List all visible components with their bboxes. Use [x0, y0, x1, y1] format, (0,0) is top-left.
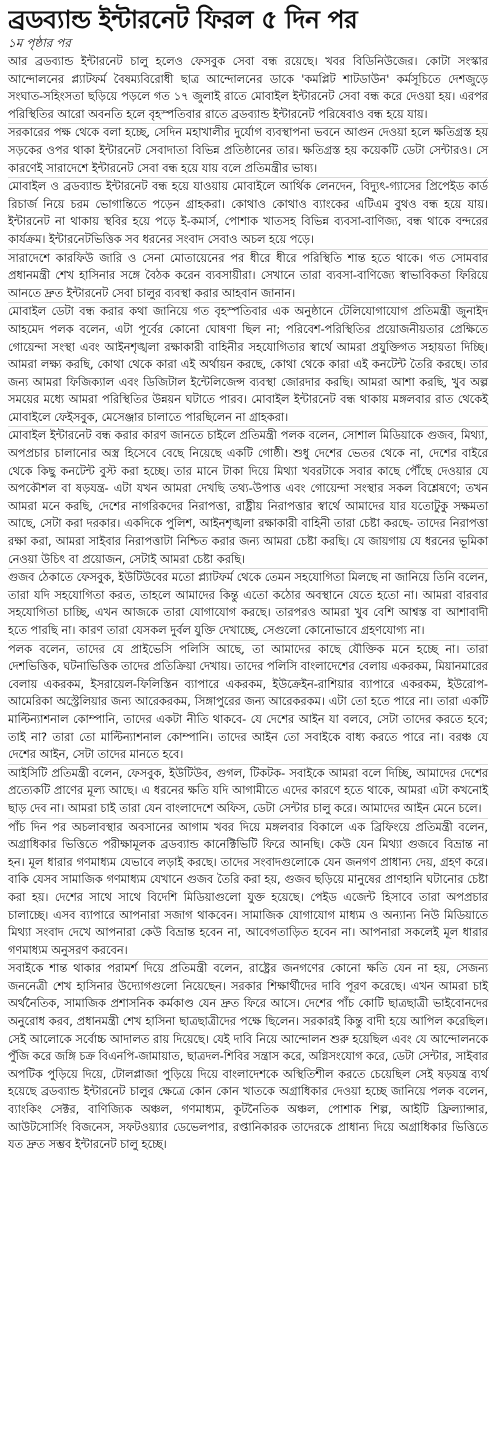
- article-paragraph: সবাইকে শান্ত থাকার পরামর্শ দিয়ে প্রতিমন্ত্রী বলেন, রাষ্ট্রের জনগণের কোনো ক্ষতি যেন না হয়, সেজন্য জননেত্রী শেখ হাসিনার উদ্যোগগুলো নিয়েছেন। সরকার শিক্ষার্থীদের দাবি পূরণ করেছে। এখন আমরা চাই অর্থনৈতিক, সামাজিক প্রশাসনিক কর্মকাণ্ড যেন দ্রুত ফিরে আসে। দেশের পাঁচ কোটি ছাত্রছাত্রী ভাইবোনদের অনুরোধ করব, প্রধানমন্ত্রী শেখ হাসিনা ছাত্রছাত্রীদের পক্ষে ছিলেন। সরকারই কিন্তু বাদী হয়ে আপিল করেছিল। সেই আলোকে সর্বোচ্চ আদালত রায় দিয়েছে। যেই দাবি নিয়ে আন্দোলন শুরু হয়েছিল এবং যে আন্দোলনকে পুঁজি করে জঙ্গি চক্র বিএনপি-জামায়াত, ছাত্রদল-শিবির সন্ত্রাস করে, অগ্নিসংযোগ করে, ডেটা সেন্টার, সাইবার অপটিক পুড়িয়ে দিয়ে, টোলপ্লাজা পুড়িয়ে দিয়ে বাংলাদেশকে অস্থিতিশীল করতে চেয়েছিল সেই ষড়যন্ত্র ব্যর্থ হয়েছে ব্রডব্যান্ড ইন্টারনেট চালুর ক্ষেত্রে কোন কোন খাতকে অগ্রাধিকার দেওয়া হচ্ছে জানিয়ে পলক বলেন, ব্যাংকিং সেক্টর, বাণিজ্যিক অঞ্চল, গণমাধ্যম, কূটনৈতিক অঞ্চল, পোশাক শিল্প, আইটি ফ্রিল্যান্সার, আউটসোর্সিং বিজনেস, সফটওয়্যার ডেভেলপার, রপ্তানিকারক তাদেরকে প্রাধান্য দিয়ে অগ্রাধিকার ভিত্তিতে যত দ্রুত সম্ভব ইন্টারনেট চালু হচ্ছে।: [8, 962, 488, 1152]
- article-paragraph: আইসিটি প্রতিমন্ত্রী বলেন, ফেসবুক, ইউটিউব, গুগল, টিকটক- সবাইকে আমরা বলে দিচ্ছি, আমাদের দেশের প্রত্যেকটি প্রাণের মূল্য আছে। এ ধরনের ক্ষতি যদি আগামীতে এদের কারণে হতে থাকে, আমরা এটা কখনোই ছাড় দেব না। আমরা চাই তারা যেন বাংলাদেশে অফিস, ডেটা সেন্টার চালু করে। আমাদের আইন মেনে চলে।: [8, 765, 488, 819]
- article-body: [8, 53, 488, 1154]
- article-paragraph: মোবাইল ডেটা বন্ধ করার কথা জানিয়ে গত বৃহস্পতিবার এক অনুষ্ঠানে টেলিযোগাযোগ প্রতিমন্ত্রী জুনাইদ আহমেদ পলক বলেন, এটা পূর্বের কোনো ঘোষণা ছিল না; পরিবেশ-পরিস্থিতির প্রয়োজনীয়তার প্রেক্ষিতে গোয়েন্দা সংস্থা এবং আইনশৃঙ্খলা রক্ষাকারী বাহিনীর সহযোগিতার স্বার্থে আমরা প্রযুক্তিগত সহায়তা দিচ্ছি। আমরা লক্ষ্য করছি, কোথা থেকে কারা এই অর্থায়ন করছে, কোথা থেকে কারা এই কনটেন্ট তৈরি করছে। তার জন্য আমরা ফিজিক্যাল এবং ডিজিটাল ইন্টেলিজেন্স ব্যবস্থা জোরদার করছি। আমরা আশা করছি, খুব অল্প সময়ের মধ্যে আমরা পরিস্থিতির উন্নয়ন ঘটাতে পারব। মোবাইল ইন্টারনেট বন্ধ থাকায় মঙ্গলবার রাত থেকেই মোবাইলে ফেইসবুক, মেসেঞ্জার চালাতে পারছিলেন না গ্রাহকরা।: [8, 303, 488, 427]
- continued-from-page-label: ১ম পৃষ্ঠার পর: [8, 36, 71, 50]
- article-paragraph: সারাদেশে কারফিউ জারি ও সেনা মোতায়েনের পর ধীরে ধীরে পরিস্থিতি শান্ত হতে থাকে। গত সোমবার প্রধানমন্ত্রী শেখ হাসিনার সঙ্গে বৈঠক করেন ব্যবসায়ীরা। সেখানে তারা ব্যবসা-বাণিজ্যে স্বাভাবিকতা ফিরিয়ে আনতে দ্রুত ইন্টারনেট সেবা চালুর ব্যবস্থা করার আহবান জানান।: [8, 250, 488, 304]
- article-paragraph: পাঁচ দিন পর অচলাবস্থার অবসানের আগাম খবর দিয়ে মঙ্গলবার বিকালে এক ব্রিফিংয়ে প্রতিমন্ত্রী বলেন, অগ্রাধিকার ভিত্তিতে পরীক্ষামূলক ব্রডব্যান্ড কানেক্টিভিটি ফিরে আনছি। কেউ যেন মিথ্যা গুজবে বিভ্রান্ত না হন। মূল ধারার গণমাধ্যম যেভাবে লড়াই করছে। তাদের সংবাদগুলোকে যেন জনগণ প্রাধান্য দেয়, গ্রহণ করে। বাকি যেসব সামাজিক গণমাধ্যম যেখানে গুজব তৈরি করা হয়, গুজব ছড়িয়ে মানুষের প্রাণহানি ঘটানোর চেষ্টা করা হয়। দেশের সাথে সাথে বিদেশি মিডিয়াগুলো যুক্ত হয়েছে। পেইড এজেন্ট হিসাবে তারা অপপ্রচার চালাচ্ছে। এসব ব্যাপারে আপনারা সজাগ থাকবেন। সামাজিক যোগাযোগ মাধ্যম ও অন্যান্য নিউ মিডিয়াতে মিথ্যা সংবাদ দেখে আপনারা কেউ বিভ্রান্ত হবেন না, আবেগতাড়িত হবেন না। আপনারা সকলেই মূল ধারার গণমাধ্যম অনুসরণ করবেন।: [8, 819, 488, 961]
- article-paragraph: আর ব্রডব্যান্ড ইন্টারনেট চালু হলেও ফেসবুক সেবা বন্ধ রয়েছে। খবর বিডিনিউজের। কোটা সংস্কার আন্দোলনের প্ল্যাটফর্ম বৈষম্যবিরোধী ছাত্র আন্দোলনের ডাকে 'কমপ্লিট শাটডাউন' কর্মসূচিতে দেশজুড়ে সংঘাত-সহিংসতা ছড়িয়ে পড়লে গত ১৭ জুলাই রাতে মোবাইল ইন্টারনেট সেবা বন্ধ করে দেওয়া হয়। এরপর পরিস্থিতির আরো অবনতি হলে বৃহস্পতিবার রাতে ব্রডব্যান্ড ইন্টারনেট পরিষেবাও বন্ধ হয়ে যায়।: [8, 53, 488, 124]
- article-headline: ব্রডব্যান্ড ইন্টারনেট ফিরল ৫ দিন পর: [8, 5, 358, 34]
- article-paragraph: গুজব ঠেকাতে ফেসবুক, ইউটিউবের মতো প্ল্যাটফর্ম থেকে তেমন সহযোগিতা মিলছে না জানিয়ে তিনি বলেন, তারা যদি সহযোগিতা করত, তাহলে আমাদের কিন্তু এতো কঠোর অবস্থানে যেতে হতো না। আমরা বারবার সহযোগিতা চাচ্ছি, এখন আজকে তারা যোগাযোগ করছে। তারপরও আমরা খুব বেশি আশ্বস্ত বা আশাবাদী হতে পারছি না। কারণ তারা যেসকল দুর্বল যুক্তি দেখাচ্ছে, সেগুলো কোনোভাবে গ্রহণযোগ্য না।: [8, 569, 488, 640]
- article-paragraph: মোবাইল ইন্টারনেট বন্ধ করার কারণ জানতে চাইলে প্রতিমন্ত্রী পলক বলেন, সোশাল মিডিয়াকে গুজব, মিথ্যা, অপপ্রচার চালানোর অস্ত্র হিসেবে বেছে নিয়েছে একটি গোষ্ঠী। শুধু দেশের ভেতর থেকে না, দেশের বাইরে থেকে কিছু কনটেন্ট বুস্ট করা হচ্ছে। তার মানে টাকা দিয়ে মিথ্যা খবরটাকে সবার কাছে পৌঁছে দেওয়ার যে অপকৌশল বা ষড়যন্ত্র- এটা যখন আমরা দেখছি তথ্য-উপাত্ত এবং গোয়েন্দা সংস্থার সকল বিশ্লেষণে; তখন আমরা মনে করছি, দেশের নাগরিকদের নিরাপত্তা, রাষ্ট্রীয় নিরাপত্তার স্বার্থে আমাদের যার যতোটুকু সক্ষমতা আছে, সেটা করা দরকার। একদিকে পুলিশ, আইনশৃঙ্খলা রক্ষাকারী বাহিনী তারা চেষ্টা করছে- তাদের নিরাপত্তা রক্ষা করা, আমরা সাইবার নিরাপত্তাটা নিশ্চিত করার জন্য আমরা চেষ্টা করছি। যে জায়গায় যে ধরনের ভূমিকা নেওয়া উচিৎ বা প্রয়োজন, সেটাই আমরা চেষ্টা করছি।: [8, 427, 488, 569]
- article-paragraph: মোবাইল ও ব্রডব্যান্ড ইন্টারনেট বন্ধ হয়ে যাওয়ায় মোবাইলে আর্থিক লেনদেন, বিদ্যুৎ-গ্যাসের প্রিপেইড কার্ড রিচার্জ নিয়ে চরম ভোগান্তিতে পড়েন গ্রাহকরা। কোথাও কোথাও ব্যাংকের এটিএম বুথও বন্ধ হয়ে যায়। ইন্টারনেট না থাকায় স্থবির হয়ে পড়ে ই-কমার্স, পোশাক খাতসহ বিভিন্ন ব্যবসা-বাণিজ্য, বন্ধ থাকে বন্দরের কার্যক্রম। ইন্টারনেটভিত্তিক সব ধরনের সংবাদ সেবাও অচল হয়ে পড়ে।: [8, 178, 488, 249]
- article-paragraph: সরকারের পক্ষ থেকে বলা হচ্ছে, সেদিন মহাখালীর দুর্যোগ ব্যবস্থাপনা ভবনে আগুন দেওয়া হলে ক্ষতিগ্রস্ত হয় সড়কের ওপর থাকা ইন্টারনেট সেবাদাতা বিভিন্ন প্রতিষ্ঠানের তার। ক্ষতিগ্রস্ত হয় কয়েকটি ডেটা সেন্টারও। সে কারণেই সারাদেশে ইন্টারনেট সেবা বন্ধ হয়ে যায় বলে প্রতিমন্ত্রীর ভাষ্য।: [8, 124, 488, 178]
- article-paragraph: পলক বলেন, তাদের যে প্রাইভেসি পলিসি আছে, তা আমাদের কাছে যৌক্তিক মনে হচ্ছে না। তারা দেশভিত্তিক, ঘটনাভিত্তিক তাদের প্রতিক্রিয়া দেখায়। তাদের পলিসি বাংলাদেশের বেলায় একরকম, মিয়ানমারের বেলায় একরকম, ইসরায়েল-ফিলিস্তিন ব্যাপারে একরকম, ইউক্রেইন-রাশিয়ার ব্যাপারে একরকম, ইউরোপ-আমেরিকা অস্ট্রেলিয়ার জন্য আরেকরকম, সিঙ্গাপুরের জন্য আরেকরকম। এটা তো হতে পারে না। তারা একটি মাল্টিন্যাশনাল কোম্পানি, তাদের একটা নীতি থাকবে- যে দেশের আইন যা বলবে, সেটা তাদের করতে হবে; তাই না? তারা তো মাল্টিন্যাশনাল কোম্পানি। তাদের আইন তো সবাইকে বাধ্য করতে পারে না। বরঞ্চ যে দেশের আইন, সেটা তাদের মানতে হবে।: [8, 641, 488, 765]
